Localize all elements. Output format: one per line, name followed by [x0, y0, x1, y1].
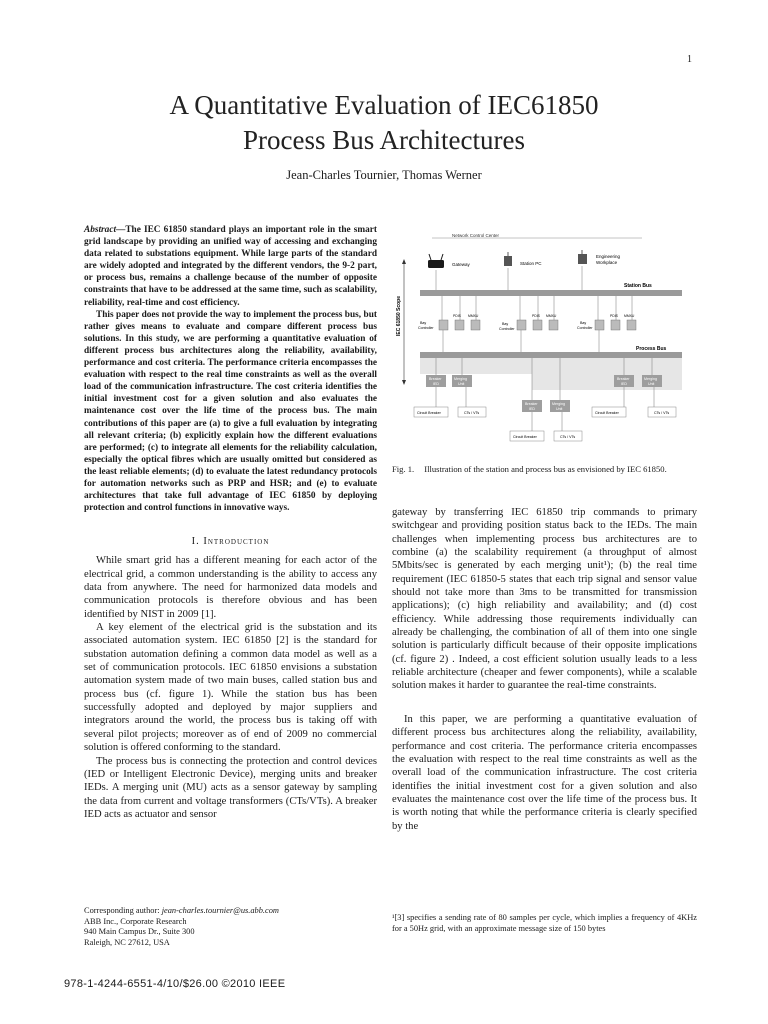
- svg-text:Circuit Breaker: Circuit Breaker: [417, 411, 441, 415]
- right-column: [392, 224, 697, 833]
- paper-title: [0, 88, 768, 158]
- gateway-icon: [428, 254, 444, 268]
- svg-text:MMXU: MMXU: [624, 314, 635, 318]
- intro-paragraph-3: The process bus is connecting the protection and control devices (IED or Intelligent Electronic Device), merging units and breaker IEDs. A merging unit (MU) acts as a sensor gateway by sampling the data from current and voltage transformers (CTs/VTs). A breaker IED acts as actuator and sensor: [84, 755, 377, 820]
- svg-text:Controller: Controller: [418, 326, 434, 330]
- station-bus-bar: [420, 290, 682, 296]
- engineering-workplace-icon: [578, 250, 587, 264]
- city-line: Raleigh, NC 27612, USA: [84, 937, 170, 947]
- scope-arrow-head-bottom: [402, 380, 406, 385]
- author-email: jean-charles.tournier@us.abb.com: [161, 906, 279, 915]
- ncc-label: Network Control Center: [452, 233, 500, 238]
- svg-text:Breaker: Breaker: [525, 402, 538, 406]
- scope-arrow-head-top: [402, 259, 406, 264]
- right-paragraph-1: gateway by transferring IEC 61850 trip commands to primary switchgear and providing position status back to the IEDs. The main challenges when implementing process bus architectures are to combine (a) the scalability requirement (a throughput of almost 5Mbits/sec is generated by each merging unit¹); (b) the real time requirement (IEC 61850-5 states that each trip signal and sensor value should not take more than 3ms to be transmitted for transmission applications); (c) high reliability and availability; and (d) cost efficiency. While addressing those requirements individually can already be challenging, the combination of all of them into one single solution is particularly difficult because of their opposite implications (cf. figure 2) . Indeed, a cost efficient solution usually leads to a less reliable architecture (cheaper and fewer components), while a scalable solution makes it harder to guarantee the real-time constraints.: [392, 507, 697, 692]
- svg-text:Controller: Controller: [577, 326, 593, 330]
- address-line: 940 Main Campus Dr., Suite 300: [84, 927, 195, 936]
- intro-paragraph-2: A key element of the electrical grid is the substation and its associated automation system. IEC 61850 [2] is the standard for substation automation defining a common data model as well as a set of communication protocols. IEC 61850 envisions a substation automation system made of two main buses, called station bus and process bus (cf. figure 1). While the station bus has been successfully adopted and deployed by major suppliers and integrators around the world, the process bus is taking off with several pilot projects; moreover as of end of 2009 no commercial solution is offered conforming to the standard.: [84, 622, 377, 754]
- svg-text:PDIS: PDIS: [610, 314, 618, 318]
- svg-text:CTs / VTs: CTs / VTs: [560, 435, 576, 439]
- abstract-paragraph-1: [84, 224, 377, 309]
- abstract-text-1: —The IEC 61850 standard plays an important role in the smart grid landscape by providing an unified way of accessing and exchanging data related to substations equipment. While large parts of the standard are widely adopted and integrated by the different vendors, the 9-2 part, or process bus, remains a challenge because of the number of opposite constraints that have to be addressed at the same time, such as scalability, reliability, real-time and cost efficiency.: [84, 225, 377, 308]
- svg-text:Unit: Unit: [648, 382, 655, 386]
- station-bus-label: Station Bus: [624, 283, 652, 289]
- section-heading: I. Introduction: [191, 536, 270, 548]
- svg-text:Bay: Bay: [420, 321, 427, 325]
- title-line-1: A Quantitative Evaluation of IEC61850: [169, 90, 599, 120]
- gateway-label: Gateway: [452, 262, 470, 267]
- svg-text:Bay: Bay: [580, 321, 587, 325]
- svg-text:CTs / VTs: CTs / VTs: [654, 411, 670, 415]
- process-bus-bar: [420, 352, 682, 358]
- svg-text:Breaker: Breaker: [617, 377, 630, 381]
- title-line-2: Process Bus Architectures: [243, 125, 525, 155]
- svg-text:IED: IED: [529, 407, 535, 411]
- engineering-label-1: Engineering: [596, 254, 621, 259]
- engineering-label-2: Workplace: [596, 260, 618, 265]
- svg-text:Circuit Breaker: Circuit Breaker: [513, 435, 537, 439]
- svg-text:PDIS: PDIS: [532, 314, 540, 318]
- svg-text:Merging: Merging: [454, 377, 467, 381]
- svg-text:Bay: Bay: [502, 322, 509, 326]
- station-pc-label: Station PC: [520, 261, 542, 266]
- svg-text:IED: IED: [621, 382, 627, 386]
- svg-text:Unit: Unit: [556, 407, 563, 411]
- svg-text:Breaker: Breaker: [429, 377, 442, 381]
- svg-text:Circuit Breaker: Circuit Breaker: [595, 411, 619, 415]
- scope-label: IEC 61850 Scope: [396, 295, 402, 336]
- copyright-notice: 978-1-4244-6551-4/10/$26.00 ©2010 IEEE: [64, 978, 286, 990]
- corresponding-label: Corresponding author:: [84, 906, 162, 915]
- bay-group-3: [577, 296, 636, 330]
- right-paragraph-2: In this paper, we are performing a quantitative evaluation of different process bus architectures along the reliability, availability, performance and cost criteria. The performance criteria encompasses the evaluation with respect to the real time constraints as well as the overall load of the communication infrastructure. The cost criteria identifies the initial investment cost for a given solution and also evaluates the maintenance cost over the life time of the process bus. It is worth noting that while the performance criteria is clearly specified by the: [392, 713, 697, 832]
- svg-text:IED: IED: [433, 382, 439, 386]
- process-bus-label: Process Bus: [636, 346, 667, 352]
- introduction: [84, 554, 377, 821]
- svg-text:MMXU: MMXU: [468, 314, 479, 318]
- svg-text:PDIS: PDIS: [453, 314, 461, 318]
- author-footnote: [84, 906, 377, 948]
- figure-1: [392, 224, 697, 444]
- svg-text:Unit: Unit: [458, 382, 465, 386]
- architecture-diagram: [392, 224, 697, 444]
- svg-text:Merging: Merging: [644, 377, 657, 381]
- footnote-1: ¹[3] specifies a sending rate of 80 samples per cycle, which implies a frequency of 4KHz for a 50Hz grid, with an approximate message size of 150 bytes: [392, 913, 697, 933]
- svg-text:CTs / VTs: CTs / VTs: [464, 411, 480, 415]
- figure-number: Fig. 1.: [392, 464, 415, 474]
- bay-group-1: [418, 296, 480, 330]
- left-column: [84, 224, 377, 821]
- corresponding-author: [84, 906, 377, 917]
- right-body: [392, 506, 697, 833]
- page-number: 1: [687, 54, 692, 65]
- figure-caption-text: Illustration of the station and process bus as envisioned by IEC 61850.: [424, 464, 667, 474]
- figure-caption: [392, 464, 697, 475]
- affiliation-line: ABB Inc., Corporate Research: [84, 916, 187, 926]
- intro-paragraph-1: While smart grid has a different meaning for each actor of the electrical grid, a common understanding is the ability to access any data from anywhere. The need for harmonized data models and communication protocols is therefore obvious and has been identified by NIST in 2009 [1].: [84, 555, 377, 620]
- svg-text:Merging: Merging: [552, 402, 565, 406]
- abstract-paragraph-2: This paper does not provide the way to implement the process bus, but rather gives means to evaluate and compare different process bus solutions. In this study, we are performing a quantitative evaluation of different process bus architectures along the reliability, availability, performance and cost criteria. The performance criteria encompasses the evaluation with respect to the real time constraints as well as the overall load of the communication infrastructure. The cost criteria identifies the initial investment cost for a given solution and also evaluates the maintenance cost over the life time of the process bus. The main contributions of this paper are (a) to give a full evaluation by integrating all relevant criteria; (b) explicitly explain how the different evaluations are performed; (c) to integrate all elements for the reliability calculation, especially the optical fibres which are usually omitted but considered as the least reliable elements; (d) to evaluate the latest redundancy protocols for automation networks such as PRP and HSR; and (e) to evaluate architectures that take full advantage of IEC 61850 by deploying protection and control functions in innovative ways.: [84, 309, 377, 514]
- svg-text:MMXU: MMXU: [546, 314, 557, 318]
- station-pc-icon: [504, 252, 512, 266]
- bay-group-2: [499, 296, 558, 331]
- svg-text:Controller: Controller: [499, 327, 515, 331]
- abstract-lead: Abstract: [84, 225, 117, 235]
- abstract: [84, 224, 377, 514]
- authors: Jean-Charles Tournier, Thomas Werner: [286, 168, 482, 182]
